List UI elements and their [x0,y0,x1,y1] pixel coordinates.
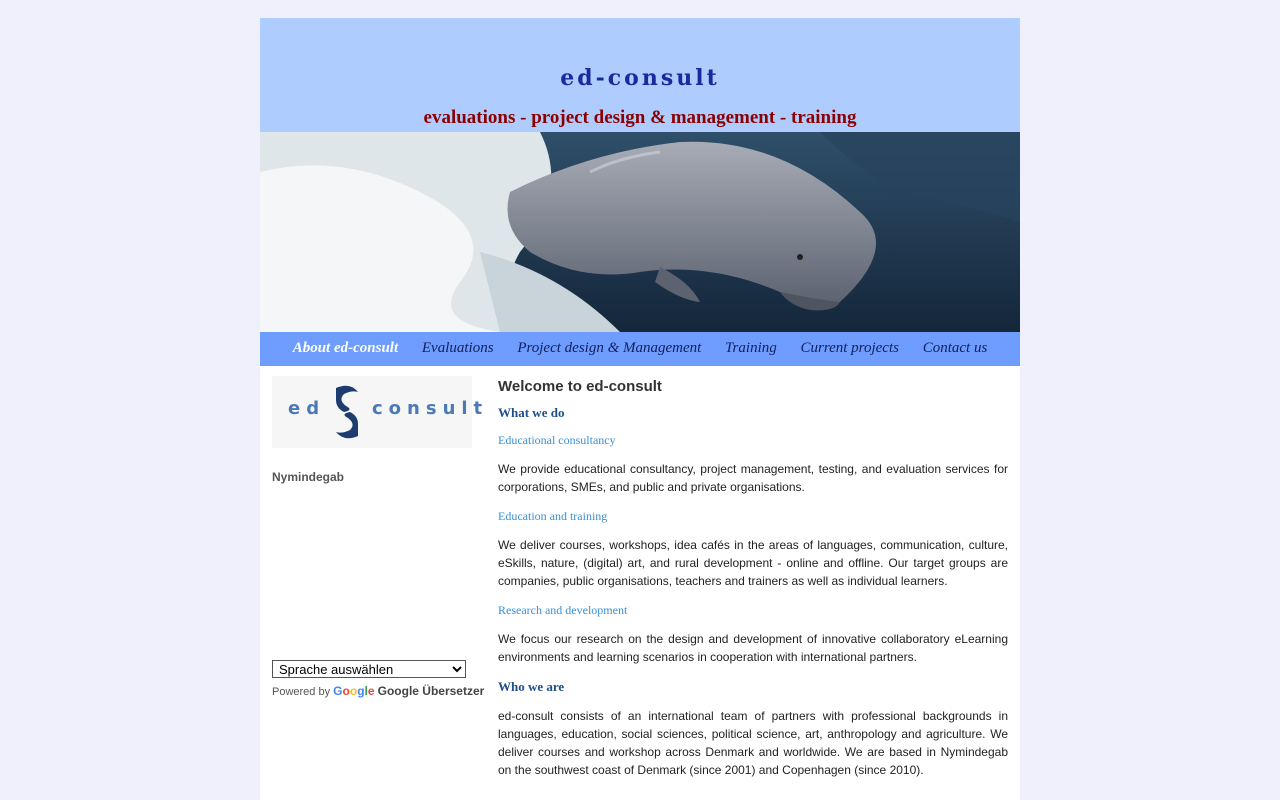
nav-training[interactable]: Training [725,340,777,356]
ed-consult-logo-icon [272,376,489,448]
section-heading: Research and development [498,603,628,617]
nav-project-design[interactable]: Project design & Management [517,340,702,356]
nav-evaluations[interactable]: Evaluations [421,340,494,356]
logo-text-consult: consult [372,398,489,419]
location-label: Nymindegab [272,470,345,484]
logo-text-ed: ed [288,398,326,419]
google-logo-icon[interactable]: Google [333,684,375,698]
sidebar [272,376,489,698]
google-translate-credit [272,684,485,698]
dolphin-banner-image [260,132,1020,332]
section-heading: Education and training [498,509,608,523]
google-translate-link[interactable]: Google Übersetzer [377,684,485,698]
nav-about[interactable]: About ed-consult [292,340,399,356]
powered-by-label: Powered by [272,686,331,698]
page-container [260,18,1020,800]
main-nav [260,332,1020,366]
section-text: We provide educational consultancy, project management, testing, and evaluation services for corporations, SMEs, and public and private organisations. [498,462,1008,494]
main-content [498,378,1008,792]
who-we-are-heading: Who we are [498,679,565,694]
page-title: Welcome to ed-consult [498,378,662,395]
nav-contact[interactable]: Contact us [922,340,988,356]
dolphin-logo-icon [330,382,364,442]
site-title[interactable]: ed-consult [560,65,720,91]
site-header [260,18,1020,132]
section-text: We deliver courses, workshops, idea cafés in the areas of languages, communication, culture, eSkills, nature, (digital) art, and rural development - online and offline. Our target groups are companies, public organisations, teachers and trainers as well as individual learners. [498,538,1008,588]
site-tagline: evaluations - project design & management - training [423,107,857,128]
who-we-are-text: ed-consult consists of an international team of partners with professional backgrounds in languages, education, social sciences, political science, art, anthropology and agriculture. We deliver courses and workshop across Denmark and worldwide. We are based in Nymindegab on the southwest coast of Denmark (since 2001) and Copenhagen (since 2010). [498,709,1008,777]
language-select[interactable] [272,660,466,678]
nav-current-projects[interactable]: Current projects [800,340,899,356]
what-we-do-heading: What we do [498,405,565,420]
section-text: We focus our research on the design and development of innovative collaboratory eLearning environments and learning scenarios in cooperation with international partners. [498,632,1008,664]
section-heading: Educational consultancy [498,433,616,447]
